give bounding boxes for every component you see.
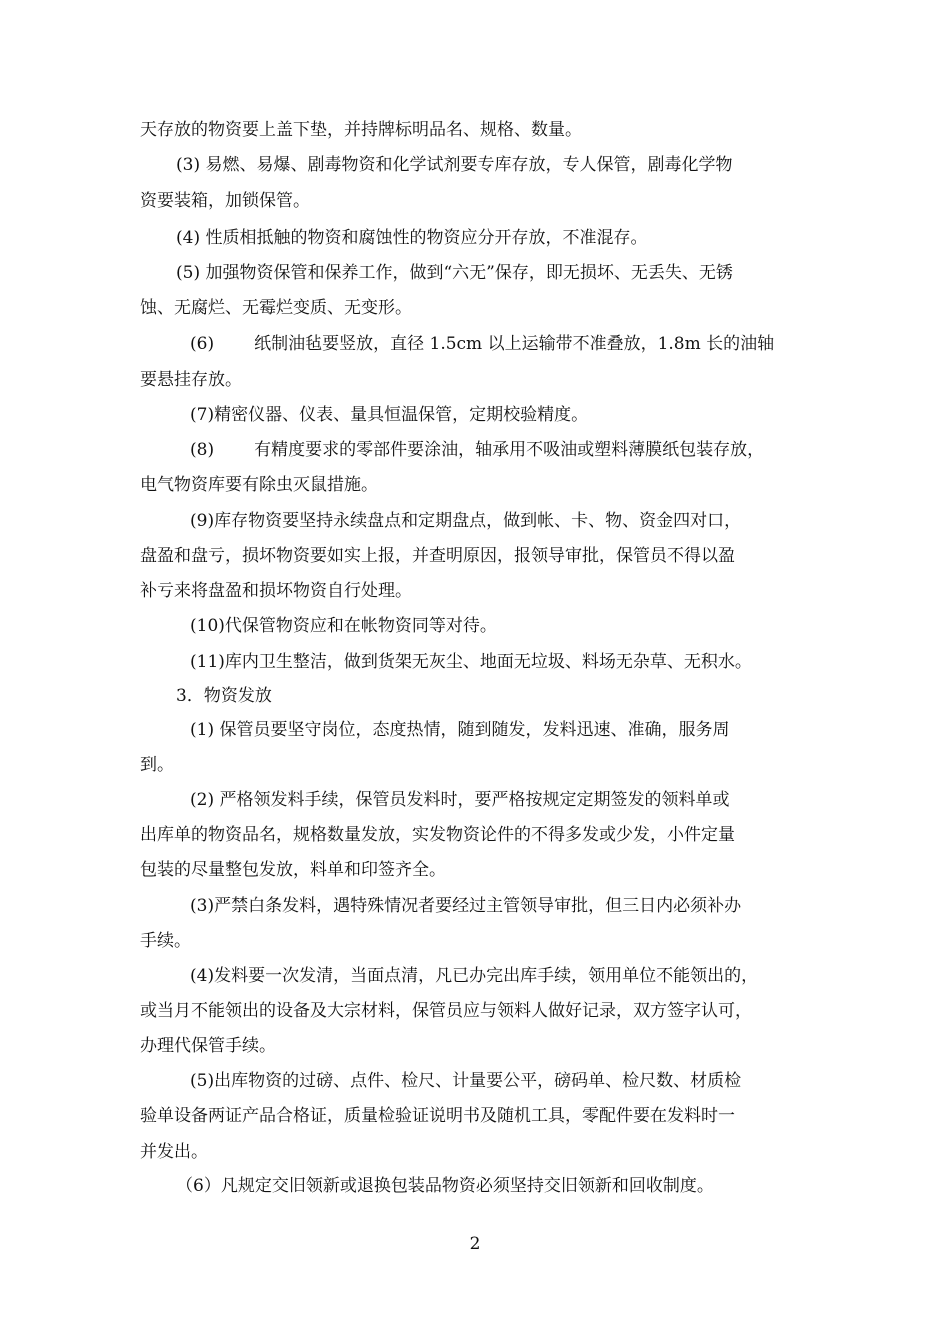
item-text: 有精度要求的零部件要涂油，轴承用不吸油或塑料薄膜纸包装存放， [254,440,765,460]
text-line: 验单设备两证产品合格证，质量检验证说明书及随机工具，零配件要在发料时一 [140,1106,735,1126]
text-line: 电气物资库要有除虫灭鼠措施。 [140,475,378,495]
text-line: 补亏来将盘盈和损坏物资自行处理。 [140,581,412,601]
text-line: (5)出库物资的过磅、点件、检尺、计量要公平，磅码单、检尺数、材质检 [190,1071,742,1091]
text-line: (3)严禁白条发料，遇特殊情况者要经过主管领导审批，但三日内必须补办 [190,896,742,916]
text-line: (10)代保管物资应和在帐物资同等对待。 [190,616,497,636]
text-line: 要悬挂存放。 [140,370,242,390]
text-line: 蚀、无腐烂、无霉烂变质、无变形。 [140,298,412,318]
text-line: 天存放的物资要上盖下垫，并持牌标明品名、规格、数量。 [140,120,582,140]
text-line: (4)发料要一次发清，当面点清，凡已办完出库手续，领用单位不能领出的， [190,966,759,986]
text-line: 盘盈和盘亏，损坏物资要如实上报，并查明原因，报领导审批，保管员不得以盈 [140,546,735,566]
page-number: 2 [469,1234,481,1254]
text-line: 到。 [140,755,174,775]
text-line: (7)精密仪器、仪表、量具恒温保管，定期校验精度。 [190,405,589,425]
text-line: (9)库存物资要坚持永续盘点和定期盘点，做到帐、卡、物、资金四对口， [190,511,742,531]
text-line: 包装的尽量整包发放，料单和印签齐全。 [140,860,446,880]
text-line [190,332,774,356]
text-line: 出库单的物资品名，规格数量发放，实发物资论件的不得多发或少发，小件定量 [140,825,735,845]
text-line: 手续。 [140,931,191,951]
text-line: (4) 性质相抵触的物资和腐蚀性的物资应分开存放，不准混存。 [176,228,648,248]
text-line: 办理代保管手续。 [140,1036,276,1056]
section-heading: 3．物资发放 [176,686,272,706]
text-line: 或当月不能领出的设备及大宗材料，保管员应与领料人做好记录，双方签字认可， [140,1001,752,1021]
item-number: (6) [190,334,215,354]
text-line: 并发出。 [140,1142,208,1162]
text-line: (2) 严格领发料手续，保管员发料时，要严格按规定定期签发的领料单或 [190,790,730,810]
text-line: (1) 保管员要坚守岗位，态度热情，随到随发，发料迅速、准确，服务周 [190,720,730,740]
item-number: (8) [190,440,215,460]
text-line: 资要装箱，加锁保管。 [140,191,310,211]
text-line [190,438,764,462]
item-text: 纸制油毡要竖放，直径 1.5cm 以上运输带不准叠放，1.8m 长的油轴 [254,334,775,354]
text-line: (11)库内卫生整洁，做到货架无灰尘、地面无垃圾、料场无杂草、无积水。 [190,652,752,672]
text-line: （6）凡规定交旧领新或退换包装品物资必须坚持交旧领新和回收制度。 [176,1176,714,1196]
text-line: (3) 易燃、易爆、剧毒物资和化学试剂要专库存放，专人保管，剧毒化学物 [176,155,733,175]
text-line: (5) 加强物资保管和保养工作，做到“六无”保存，即无损坏、无丢失、无锈 [176,263,733,283]
